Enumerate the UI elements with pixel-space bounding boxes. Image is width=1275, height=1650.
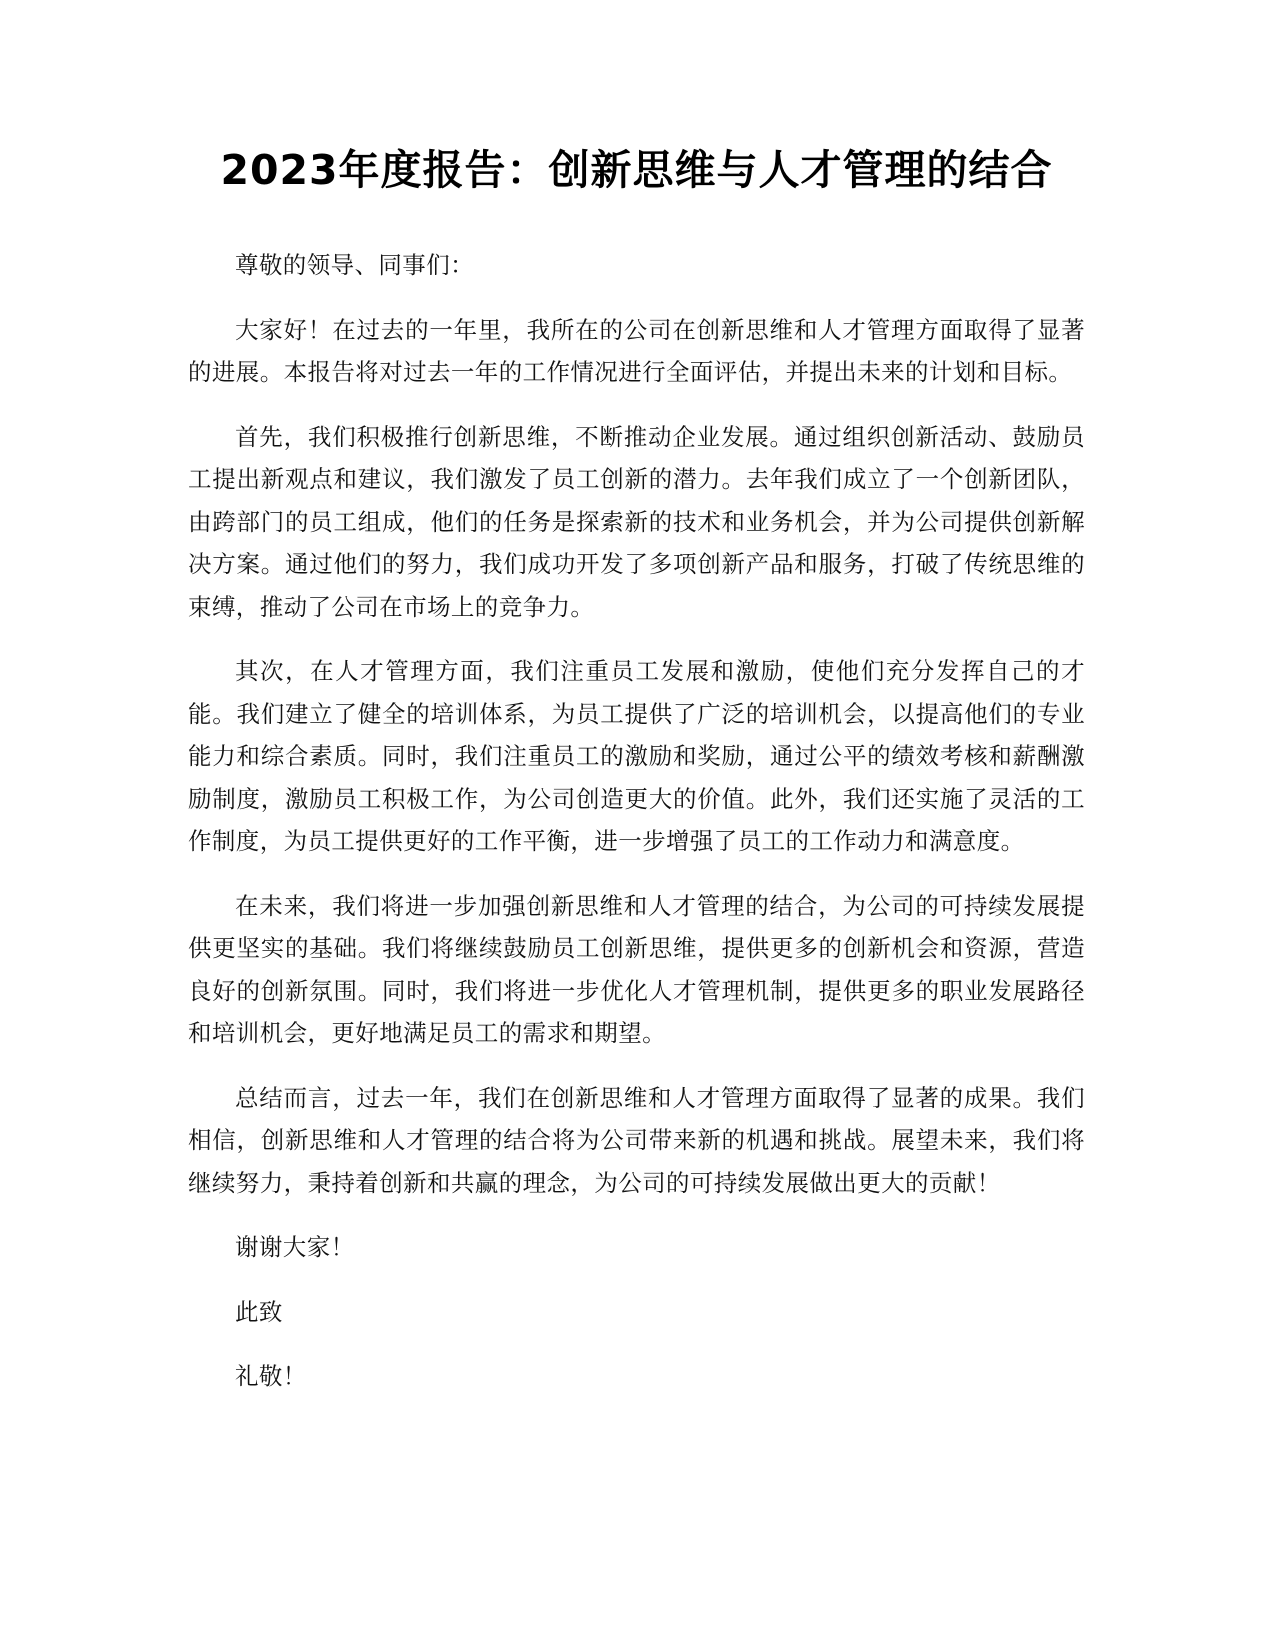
paragraph-talent-management: 其次，在人才管理方面，我们注重员工发展和激励，使他们充分发挥自己的才能。我们建立了健全的培训体系，为员工提供了广泛的培训机会，以提高他们的专业能力和综合素质。同时，我们注重员工的激励和奖励，通过公平的绩效考核和薪酬激励制度，激励员工积极工作，为公司创造更大的价值。此外，我们还实施了灵活的工作制度，为员工提供更好的工作平衡，进一步增强了员工的工作动力和满意度。: [188, 657, 1085, 855]
paragraph-future-plans: 在未来，我们将进一步加强创新思维和人才管理的结合，为公司的可持续发展提供更坚实的基础。我们将继续鼓励员工创新思维，提供更多的创新机会和资源，营造良好的创新氛围。同时，我们将进一步优化人才管理机制，提供更多的职业发展路径和培训机会，更好地满足员工的需求和期望。: [188, 891, 1085, 1047]
salutation: 尊敬的领导、同事们：: [235, 251, 474, 279]
document-title: 2023年度报告：创新思维与人才管理的结合: [220, 146, 1053, 194]
thanks-line: 谢谢大家！: [235, 1233, 355, 1261]
closing-line-1: 此致: [235, 1297, 283, 1326]
paragraph-summary: 总结而言，过去一年，我们在创新思维和人才管理方面取得了显著的成果。我们相信，创新思维和人才管理的结合将为公司带来新的机遇和挑战。展望未来，我们将继续努力，秉持着创新和共赢的理念，为公司的可持续发展做出更大的贡献！: [188, 1083, 1085, 1197]
paragraph-innovation: 首先，我们积极推行创新思维，不断推动企业发展。通过组织创新活动、鼓励员工提出新观点和建议，我们激发了员工创新的潜力。去年我们成立了一个创新团队，由跨部门的员工组成，他们的任务是探索新的技术和业务机会，并为公司提供创新解决方案。通过他们的努力，我们成功开发了多项创新产品和服务，打破了传统思维的束缚，推动了公司在市场上的竞争力。: [188, 422, 1085, 621]
paragraph-intro: 大家好！在过去的一年里，我所在的公司在创新思维和人才管理方面取得了显著的进展。本报告将对过去一年的工作情况进行全面评估，并提出未来的计划和目标。: [188, 315, 1085, 386]
closing-line-2: 礼敬！: [235, 1362, 307, 1390]
